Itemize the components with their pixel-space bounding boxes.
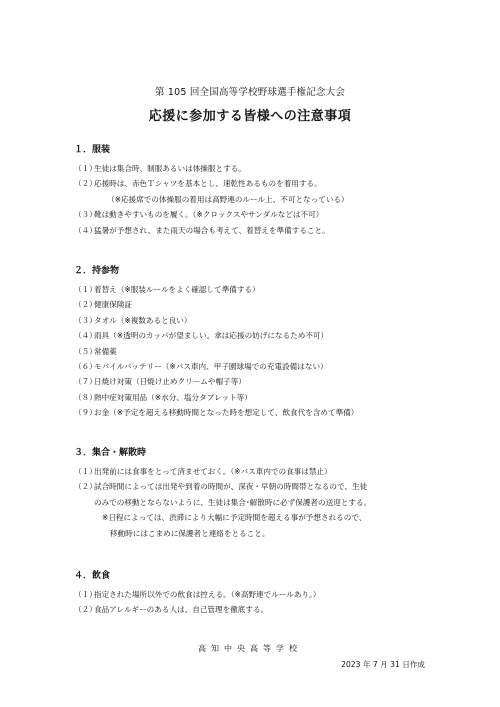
item-text: お金（※予定を超える移動時間となった時を想定して、飲食代を含めて準備） [94,408,359,418]
item-number: （８） [74,392,97,402]
section-clothing [74,143,474,238]
section-heading: ３．集合・解散時 [74,448,147,458]
item-text: 応援時は、赤色Ｔシャツを基本とし、速乾性あるものを着用する。 [94,179,322,189]
item-text: 靴は動きやすいものを履く。（※クロックスやサンダルなどは不可） [94,210,324,220]
list-item-note: （※応援席での体操服の着用は高野連のルール上、不可となっている） [107,194,349,204]
item-number: （１） [74,164,97,173]
list-item [74,297,474,312]
item-text: 常備薬 [94,346,117,356]
list-item [74,374,474,389]
item-text: 指定された場所以外での飲食は控える。（※高野連でルールあり。） [94,590,321,599]
list-item [74,328,474,343]
section-gather-dismiss [74,446,474,541]
page-title: 応援に参加する皆様への注意事項 [148,109,352,124]
list-item-note: 移動時にはこまめに保護者と連絡をとること。 [110,528,270,538]
item-text: 食品アレルギーのある人は、自己管理を徹底する。 [94,605,269,615]
item-text: モバイルバッテリー（※バス車内、甲子園球場での充電設備はない） [94,362,328,372]
item-number: （３） [74,315,97,325]
list-item-continuation: のみでの移動とならないように、生徒は集合･解散時に必ず保護者の送迎とする。 [94,497,372,507]
section-food [74,569,474,618]
list-item-note: ※日程によっては、渋滞により大幅に予定時間を超える事が予想されるので、 [102,513,367,523]
list-item [74,464,474,479]
item-number: （２） [74,605,97,615]
school-name: 高知中央高等学校 [198,644,302,653]
list-item [74,359,474,374]
list-item [74,405,474,420]
section-belongings [74,264,474,421]
list-item [74,587,474,602]
list-item [74,602,474,617]
item-number: （２） [74,179,97,189]
item-text: 着替え（※服装ルールをよく確認して準備する） [94,285,260,294]
list-item [74,207,474,222]
item-text: 生徒は集合時、制服あるいは体操服とする。 [94,164,246,173]
list-item [74,176,474,191]
list-item [74,344,474,359]
list-item [74,479,474,494]
section-heading: ４．飲食 [74,571,111,581]
tournament-subtitle: 第 105 回全国高等学校野球選手権記念大会 [154,87,346,98]
item-number: （１） [74,590,97,599]
item-number: （４） [74,225,97,235]
item-number: （２） [74,300,97,310]
item-number: （７） [74,377,97,387]
list-item [74,282,474,297]
list-item [74,390,474,405]
item-text: 熱中症対策用品（※水分、塩分タブレット等） [94,392,252,402]
item-text: 出発前には食事をとって済ませておく。（※バス車内での食事は禁止） [94,467,332,476]
item-text: 猛暑が予想され、また雨天の場合も考えて、着替えを準備すること。 [94,225,330,235]
item-number: （１） [74,285,97,294]
item-number: （５） [74,346,97,356]
item-number: （１） [74,467,97,476]
section-heading: １．服装 [74,145,111,155]
item-text: 雨具（※透明のカッパが望ましい。傘は応援の妨げになるため不可） [94,331,329,341]
list-item [74,223,474,238]
item-number: （９） [74,408,97,418]
item-text: 日焼け対策（日焼け止めクリームや帽子等） [94,377,246,387]
created-date: 2023 年 7 月 31 日作成 [341,660,425,669]
item-number: （２） [74,482,97,492]
item-number: （３） [74,210,97,220]
section-heading: ２．持参物 [74,266,120,276]
item-number: （４） [74,331,97,341]
item-text: 試合時間によっては出発や到着の時間が、深夜・早朝の時間帯となるので、生徒 [94,482,368,492]
item-text: タオル（※複数あると良い） [94,315,192,325]
item-text: 健康保険証 [94,300,132,310]
item-number: （６） [74,362,97,372]
list-item [74,161,474,176]
list-item [74,313,474,328]
